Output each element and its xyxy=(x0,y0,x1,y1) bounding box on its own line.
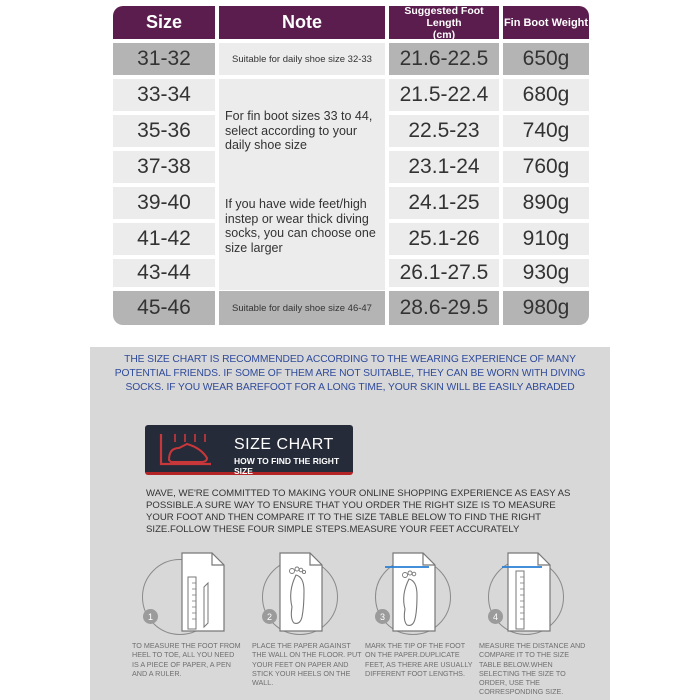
table-cell-weight: 980g xyxy=(503,291,589,325)
note-first: Suitable for daily shoe size 32-33 xyxy=(232,53,372,65)
footprint-mark-icon xyxy=(385,547,445,637)
table-cell-weight: 740g xyxy=(503,115,589,147)
header-note: Note xyxy=(219,6,385,39)
table-cell-length: 21.5-22.4 xyxy=(389,79,499,111)
step-3-number: 3 xyxy=(375,609,390,624)
measure-guide-panel xyxy=(90,347,610,700)
header-size: Size xyxy=(113,6,215,39)
banner-title: SIZE CHART xyxy=(234,436,334,453)
ruler-foot-icon xyxy=(155,430,217,470)
notice-text: THE SIZE CHART IS RECOMMENDED ACCORDING TO THE WEARING EXPERIENCE OF MANY POTENTIAL FRIENDS. IF SOME OF THEM ARE NOT SUITABLE, THEY CAN BE WORN WITH DIVING SOCKS. IF YOU WEAR BAREFOOT FOR A LONG TIME, YOUR SKIN WILL BE EASILY ABRADED xyxy=(114,354,586,394)
table-cell-size: 43-44 xyxy=(113,259,215,287)
step-2-number: 2 xyxy=(262,609,277,624)
size-chart-banner xyxy=(145,425,353,475)
table-cell-length: 24.1-25 xyxy=(389,187,499,219)
step-2-text: PLACE THE PAPER AGAINST THE WALL ON THE FLOOR. PUT YOUR FEET ON PAPER AND STICK YOUR HEELS ON THE WALL. xyxy=(252,641,362,688)
table-cell-size: 37-38 xyxy=(113,151,215,183)
table-cell-weight: 760g xyxy=(503,151,589,183)
table-cell-size: 45-46 xyxy=(113,291,215,325)
footprint-paper-icon xyxy=(272,547,332,637)
table-cell-size: 31-32 xyxy=(113,43,215,75)
table-cell-length: 21.6-22.5 xyxy=(389,43,499,75)
table-cell-length: 25.1-26 xyxy=(389,223,499,255)
table-cell-weight: 890g xyxy=(503,187,589,219)
step-3-text: MARK THE TIP OF THE FOOT ON THE PAPER.DUPLICATE FEET, AS THERE ARE USUALLY DIFFERENT FOOT LENGTHS. xyxy=(365,641,473,678)
note-middle-b: If you have wide feet/high instep or wear thick diving socks, you can choose one size larger xyxy=(225,197,376,255)
step-1-number: 1 xyxy=(143,609,158,624)
table-cell-length: 22.5-23 xyxy=(389,115,499,147)
table-cell-length: 26.1-27.5 xyxy=(389,259,499,287)
step-4-number: 4 xyxy=(488,609,503,624)
table-cell-weight: 650g xyxy=(503,43,589,75)
table-cell-length: 28.6-29.5 xyxy=(389,291,499,325)
note-last: Suitable for daily shoe size 46-47 xyxy=(232,302,372,314)
header-foot-length-line1: Suggested Foot Length xyxy=(404,4,484,29)
table-cell-weight: 680g xyxy=(503,79,589,111)
table-cell-size: 39-40 xyxy=(113,187,215,219)
table-cell-size: 33-34 xyxy=(113,79,215,111)
banner-subtitle: HOW TO FIND THE RIGHT SIZE xyxy=(234,456,340,476)
header-foot-length-line2: (cm) xyxy=(432,28,456,41)
table-cell-length: 23.1-24 xyxy=(389,151,499,183)
table-cell-weight: 910g xyxy=(503,223,589,255)
foot-measure-icon xyxy=(502,547,562,637)
step-4-text: MEASURE THE DISTANCE AND COMPARE IT TO THE SIZE TABLE BELOW.WHEN SELECTING THE SIZE TO ORDER, USE THE CORRESPONDING SIZE. xyxy=(479,641,586,697)
note-last-cell xyxy=(219,291,385,325)
table-cell-size: 35-36 xyxy=(113,115,215,147)
note-middle-a: For fin boot sizes 33 to 44, select according to your daily shoe size xyxy=(225,109,373,152)
note-first-cell xyxy=(219,43,385,75)
header-foot-length xyxy=(389,6,499,39)
size-table xyxy=(0,0,700,340)
instructions-paragraph: WAVE, WE'RE COMMITTED TO MAKING YOUR ONLINE SHOPPING EXPERIENCE AS EASY AS POSSIBLE.A SURE WAY TO ENSURE THAT YOU ORDER THE RIGHT SIZE IS TO MEASURE YOUR FOOT AND THEN COMPARE IT TO THE SIZE TABLE BELOW TO FIND THE RIGHT SIZE.FOLLOW THESE FOUR SIMPLE STEPS.MEASURE YOUR FEET ACCURATELY xyxy=(146,488,571,535)
paper-ruler-icon xyxy=(172,547,232,637)
step-1-text: TO MEASURE THE FOOT FROM HEEL TO TOE, ALL YOU NEED IS A PIECE OF PAPER, A PEN AND A RULER. xyxy=(132,641,241,678)
table-cell-size: 41-42 xyxy=(113,223,215,255)
header-weight: Fin Boot Weight xyxy=(503,6,589,39)
table-cell-weight: 930g xyxy=(503,259,589,287)
